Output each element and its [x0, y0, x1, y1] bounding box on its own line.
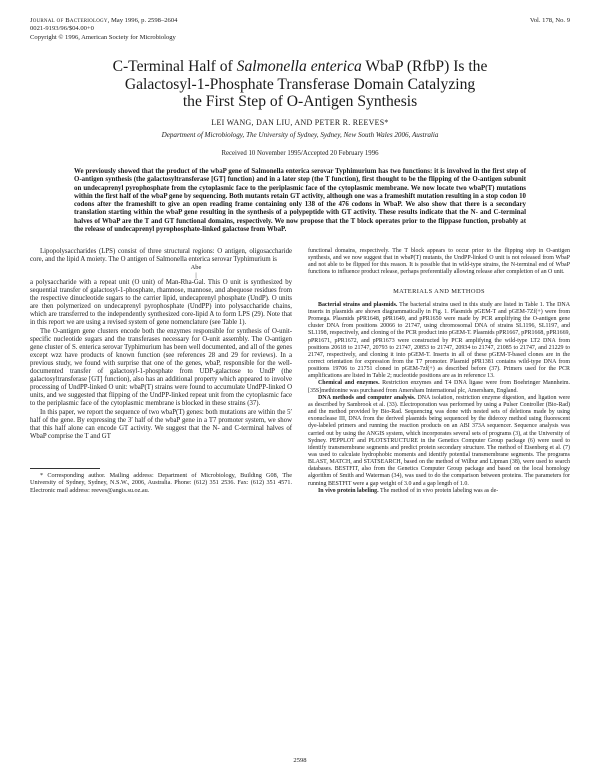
- chemicals-text: Restriction enzymes and T4 DNA ligase were from Boehringer Mannheim. [35S]methionine was purchased from Amersham International plc, Amersham, England.: [308, 380, 570, 394]
- intro-paragraph-continued: functional domains, respectively. The T block appears to occur prior to the flipping step in O-antigen synthesis, and we now suggest that in wbaP(T) mutants, the UndPP-linked O unit is not released from WbaP and not able to be flipped for this reason. It is possible that in wild-type strains, the N-terminal end of WbaP functions to influence product release, perhaps preferentially allowing release after completion of an O unit.: [308, 248, 570, 276]
- issn-line: 0021-9193/96/$04.00+0: [30, 25, 94, 33]
- run-in-heading-labeling: In vivo protein labeling.: [318, 487, 379, 494]
- copyright-line: Copyright © 1996, American Society for Microbiology: [30, 33, 176, 41]
- abequose-bond: |: [195, 271, 197, 279]
- title-line-1: [30, 58, 570, 76]
- run-in-heading-dna: DNA methods and computer analysis.: [318, 394, 416, 401]
- labeling-text: The method of in vivo protein labeling was as de-: [378, 487, 499, 494]
- body-columns: [30, 248, 570, 495]
- title-line-3: the First Step of O-Antigen Synthesis: [182, 93, 418, 111]
- article-title: [30, 58, 570, 111]
- page-number: 2598: [293, 757, 307, 764]
- run-in-heading-chemicals: Chemical and enzymes.: [318, 380, 380, 387]
- methods-chemicals-paragraph: [308, 380, 570, 394]
- intro-paragraph-1b: a polysaccharide with a repeat unit (O unit) of Man-Rha-Gal. This O unit is synthesized by sequential transfer of galactosyl-1-phosphate, rhamnose, mannose, and abequose residues from the respective dinucleotide sugars to the carrier lipid, undecaprenyl phosphate (UndP). O units are then polymerized on undecaprenyl pyrophosphate (UndPP) into polysaccharide chains, which are transferred to the independently synthesized core-lipid A to form LPS (29). Note that in this report we are using a revised system of gene nomenclature (see Table 1).: [30, 279, 292, 327]
- journal-name: Journal of Bacteriology: [30, 17, 108, 24]
- methods-labeling-paragraph: [308, 488, 570, 495]
- strains-text: The bacterial strains used in this study are listed in Table 1. The DNA inserts in plasmids are shown diagrammatically in Fig. 1. Plasmids pGEM-T and pGEM-7Zf(+) were from Promega. Plasmids pPR1648, pPR1649, and pPR1650 were made by PCR amplifying the O-antigen gene cluster DNA from positions 20066 to 21747, using chromosomal DNA of strains SL1196, SL1197, and SL1198, respectively, and cloning of the PCR product into pGEM-T. Plasmids pPR1667, pPR1668, pPR1669, pPR1671, pPR1672, and pPR1673 were constructed by PCR amplifying the wild-type LT2 DNA from positions 20618 to 21747, 20793 to 21747, 20853 to 21747, 20934 to 21747, 21085 to 21747, and 21229 to 21747, respectively, and cloning it into pGEM-T. Inserts in all of these pGEM-T-based clones are in the correct orientation for expression from the T7 promoter. Plasmid pPR1381 contains wild-type DNA from positions 19706 to 21751 cloned in pGEM-7zf(+) as described before (37). Primers used for the PCR amplifications are listed in Table 2; nucleotide positions are as in reference 13.: [308, 301, 571, 380]
- running-header: [30, 17, 570, 42]
- methods-dna-paragraph: [308, 395, 570, 488]
- intro-paragraph-2: The O-antigen gene clusters encode both the enzymes responsible for synthesis of O-unit-specific nucleotide sugars and the transferases necessary for O-unit assembly. The O-antigen gene cluster of S. enterica serovar Typhimurium has been well documented, and all of the genes except wzz have products of known function (see references 28 and 29 for reviews). In a previous study, we found with surprise that one of the genes, wbaP, responsible for the well-documented transfer of galactosyl-1-phosphate from UDP-galactose to UndP (the galactosyltransferase [GT] function), also has an additional property which appeared to involve processing of UndPP-linked O unit: wbaP(T) strains were found to accumulate UndPP-linked O units, and we suggested that flipping of the UndPP-linked repeat unit from the cytoplasmic face to the periplasmic face of the cytoplasmic membrane is blocked in these strains (37).: [30, 327, 292, 408]
- methods-strains-paragraph: [308, 302, 570, 381]
- dna-text: DNA isolation, restriction enzyme digestion, and ligation were as described by Sambrook et al. (33). Electroporation was performed by using a Pulser Controller (Bio-Rad) and the method provided by Bio-Rad. Sequencing was done with nested sets of deletions made by using exonuclease III, DNA from the derived plasmids being sequenced by the dideoxy method using fluorescent dye-labeled primers and running the reaction products on an ABI 373A sequencer. Sequence analysis was carried out by using the ANGIS system, which incorporates several sets of programs (3), at the University of Sydney. PEPPLOT and PLOTSTRUCTURE in the Genetics Computer Group package (6) were used to identify transmembrane segments and predict protein secondary structure. The method of Eisenberg et al. (7) was used to calculate hydrophobic moments and identify potential transmembrane segments. The programs BLAST, MATCH, and STATSEARCH, based on the method of Wilbur and Lipman (38), were used to search databases. BESTFIT, also from the Genetics Computer Group package and based on the local homology algorithm of Smith and Waterman (34), was used to do the comparison between proteins. The parameters for running BESTFIT were a gap weight of 3.0 and a gap length of 1.0.: [308, 394, 570, 487]
- abequose-branch: [30, 264, 292, 279]
- abequose-label: Abe: [190, 264, 202, 272]
- author-list: LEI WANG, DAN LIU, AND PETER R. REEVES*: [211, 118, 389, 127]
- title-part-2: WbaP (RfbP) Is the: [361, 58, 488, 76]
- journal-date-pages: , May 1996, p. 2598–2604: [107, 17, 178, 24]
- affiliation: Department of Microbiology, The University of Sydney, Sydney, New South Wales 2006, Australia: [161, 131, 439, 139]
- abstract: We previously showed that the product of the wbaP gene of Salmonella enterica serovar Typhimurium has two functions: it is involved in the first step of O-antigen synthesis (the galactosyltransferase [GT] function) and in a later step (the T function), first thought to be the flipping of the O-antigen subunit on undecaprenyl pyrophosphate from the cytoplasmic face to the periplasmic face of the cytoplasmic membrane. We now locate two wbaP(T) mutations within the first half of the wbaP gene by sequencing. Both mutants retain GT activity, although one was a frameshift mutation resulting in a stop codon 10 codons after the frameshift to give an open reading frame containing only 138 of the 476 codons in WbaP. We also show that there is a secondary translation starting within the wbaP gene resulting in the synthesis of a polypeptide with GT activity. These results indicate that the N- and C-terminal halves of WbaP are the T and GT functional domains, respectively. We now propose that the T block operates prior to the flippase function, probably at the release of undecaprenyl pyrophosphate-linked galactose from WbaP.: [74, 168, 526, 233]
- section-heading-materials-methods: MATERIALS AND METHODS: [393, 287, 485, 295]
- title-species: Salmonella enterica: [236, 58, 362, 76]
- title-line-2: Galactosyl-1-Phosphate Transferase Domain Catalyzing: [124, 75, 476, 93]
- journal-citation: [30, 17, 177, 25]
- intro-paragraph-3: In this paper, we report the sequence of two wbaP(T) genes: both mutations are within the 5′ half of the gene. By expressing the 3′ half of the wbaP gene in a T7 promoter system, we show that this half alone can encode GT activity. We suggest that the N- and C-terminal halves of WbaP comprise the T and GT: [30, 408, 292, 440]
- corresponding-author-footnote: * Corresponding author. Mailing address: Department of Microbiology, Building G08, The University of Sydney, Sydney, N.S.W., 2006, Australia. Phone: (612) 351 2536. Fax: (612) 351 4571. Electronic mail address: reeves@angis.su.oz.au.: [30, 471, 292, 494]
- right-column: [308, 248, 570, 495]
- received-dates: Received 10 November 1995/Accepted 20 February 1996: [221, 150, 379, 157]
- header-left: [30, 17, 177, 42]
- volume-number: Vol. 178, No. 9: [529, 17, 570, 24]
- footnote-rule: [30, 468, 100, 469]
- title-part-1: C-Terminal Half of: [112, 58, 237, 76]
- run-in-heading-strains: Bacterial strains and plasmids.: [318, 301, 398, 308]
- left-column: [30, 248, 292, 495]
- intro-paragraph-1a: Lipopolysaccharides (LPS) consist of three structural regions: O antigen, oligosaccharide core, and the lipid A moiety. The O antigen of Salmonella enterica serovar Typhimurium is: [30, 248, 292, 264]
